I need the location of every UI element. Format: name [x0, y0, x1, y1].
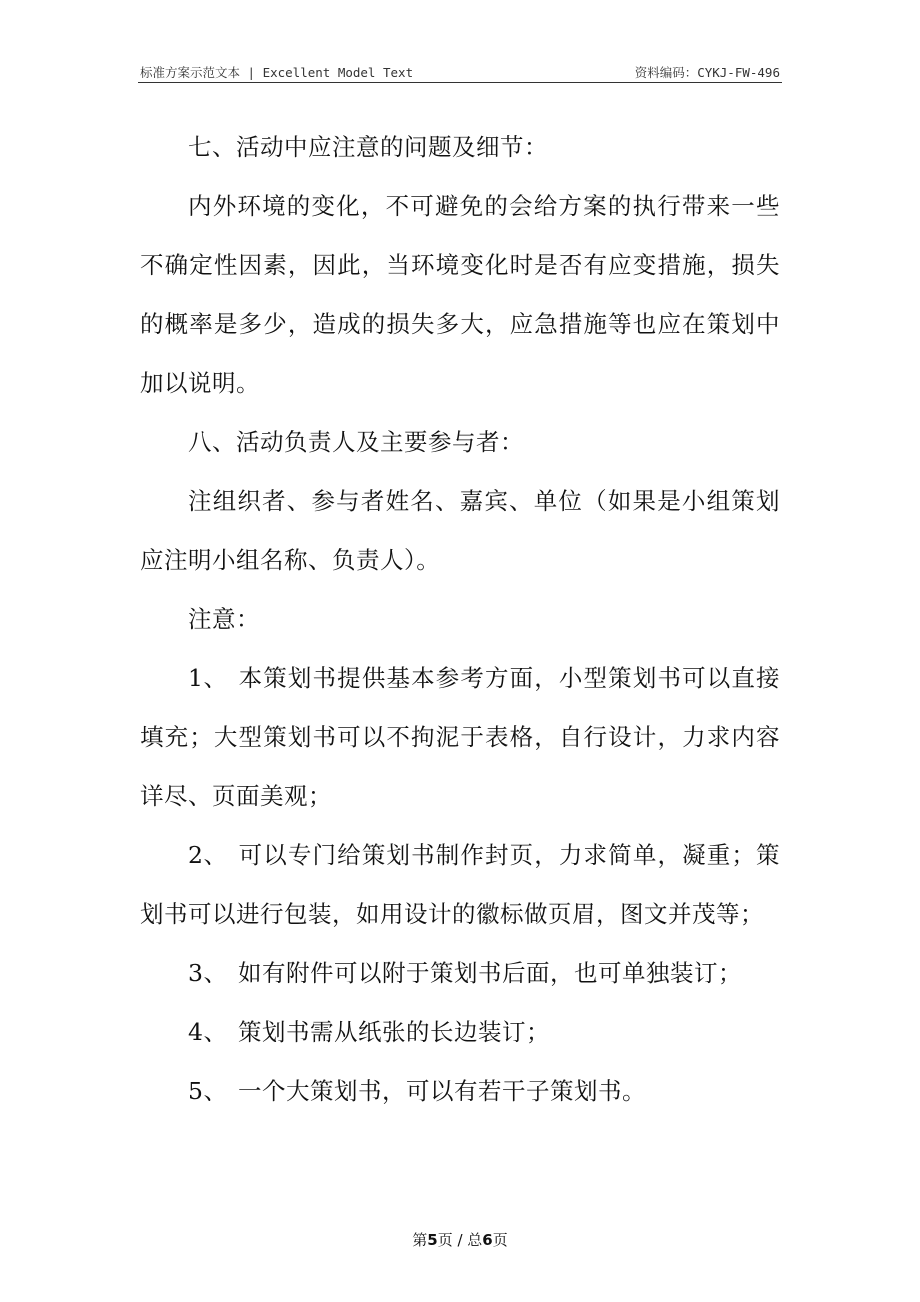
total-pages-number: 6	[482, 1231, 493, 1249]
note-label: 注意：	[188, 605, 260, 633]
section-paragraph-7: 内外环境的变化，不可避免的会给方案的执行带来一些不确定性因素，因此，当环境变化时是否有应变措施，损失的概率是多少，造成的损失多大，应急措施等也应在策划中加以说明。	[140, 192, 780, 397]
document-code: 资料编码：CYKJ-FW-496	[634, 65, 780, 80]
current-page-number: 5	[427, 1231, 438, 1249]
page-footer	[0, 1229, 920, 1250]
note-text: 如有附件可以附于策划书后面，也可单独装订；	[238, 959, 742, 987]
note-item-2	[140, 826, 780, 944]
header-title: 标准方案示范文本 | Excellent Model Text	[140, 65, 414, 80]
section-heading-7: 七、活动中应注意的问题及细节：	[188, 133, 548, 161]
page-mid: 页 / 总	[437, 1231, 483, 1249]
note-item-5	[140, 1062, 780, 1121]
note-item-3	[140, 944, 780, 1003]
section-heading-8: 八、活动负责人及主要参与者：	[188, 428, 524, 456]
note-item-4	[140, 1003, 780, 1062]
page-header	[138, 60, 782, 83]
note-number: 2、	[188, 841, 228, 869]
note-text: 本策划书提供基本参考方面，小型策划书可以直接填充；大型策划书可以不拘泥于表格，自行设计，力求内容详尽、页面美观；	[140, 664, 780, 810]
note-text: 可以专门给策划书制作封页，力求简单，凝重；策划书可以进行包装，如用设计的徽标做页眉，图文并茂等；	[140, 841, 780, 928]
page-suffix: 页	[492, 1231, 508, 1249]
note-number: 4、	[188, 1018, 228, 1046]
document-body	[140, 118, 780, 1121]
note-number: 1、	[188, 664, 228, 692]
note-text: 策划书需从纸张的长边装订；	[238, 1018, 550, 1046]
note-number: 5、	[188, 1077, 228, 1105]
note-number: 3、	[188, 959, 228, 987]
note-item-1	[140, 649, 780, 826]
page-prefix: 第	[412, 1231, 428, 1249]
section-paragraph-8: 注组织者、参与者姓名、嘉宾、单位（如果是小组策划应注明小组名称、负责人）。	[140, 487, 780, 574]
note-text: 一个大策划书，可以有若干子策划书。	[238, 1077, 646, 1105]
